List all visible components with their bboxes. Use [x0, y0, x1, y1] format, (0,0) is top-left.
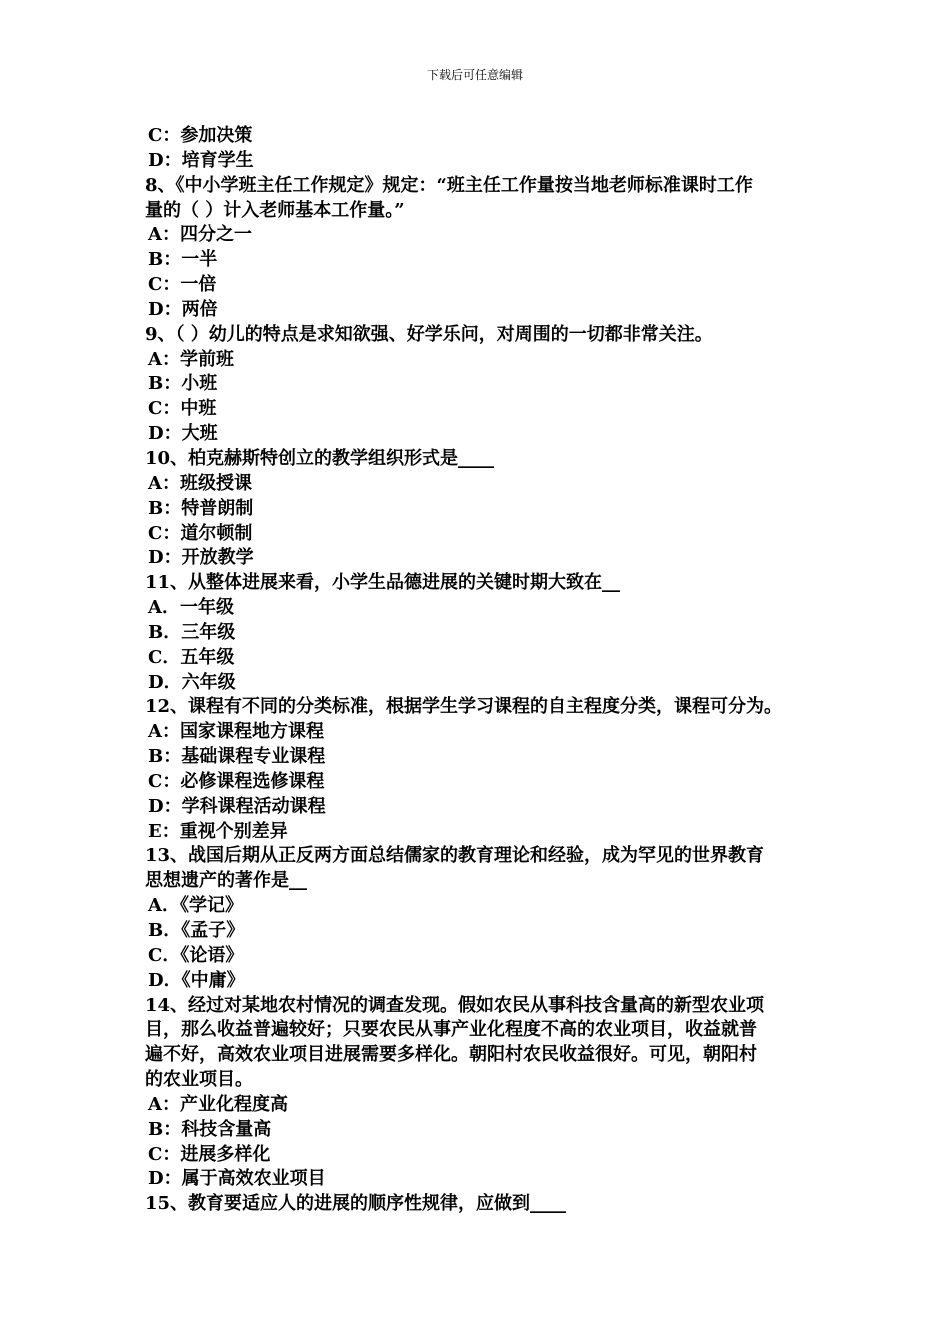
answer-option: E：重视个别差异	[148, 820, 288, 842]
question-text: 14、经过对某地农村情况的调查发现。假如农民从事科技含量高的新型农业项	[145, 994, 765, 1016]
question-text: 遍不好，高效农业项目进展需要多样化。朝阳村农民收益很好。可见，朝阳村	[145, 1044, 757, 1066]
answer-option: B：特普朗制	[148, 497, 254, 519]
question-text: 11、从整体进展来看，小学生品德进展的关键时期大致在__	[145, 572, 621, 594]
question-text: 量的（ ）计入老师基本工作量。”	[145, 199, 405, 221]
answer-option: C：中班	[148, 398, 217, 420]
answer-option: B．三年级	[148, 621, 236, 643]
answer-option: A：四分之一	[148, 224, 252, 246]
answer-option: C：一倍	[148, 274, 217, 296]
question-text: 思想遗产的著作是__	[145, 870, 307, 892]
answer-option: A：产业化程度高	[148, 1093, 288, 1115]
answer-option: C：必修课程选修课程	[148, 770, 325, 792]
answer-option: C：参加决策	[148, 125, 253, 146]
answer-option: A：班级授课	[148, 472, 252, 494]
answer-option: B：基础课程专业课程	[148, 746, 326, 768]
question-text: 10、柏克赫斯特创立的教学组织形式是____	[145, 447, 495, 469]
question-text: 8、《中小学班主任工作规定》规定：“班主任工作量按当地老师标准课时工作	[145, 174, 753, 196]
question-text: 13、战国后期从正反两方面总结儒家的教育理论和经验，成为罕见的世界教育	[145, 845, 765, 867]
answer-option: D：属于高效农业项目	[148, 1168, 326, 1190]
answer-option: D：大班	[148, 423, 218, 445]
answer-option: C．五年级	[148, 646, 235, 668]
answer-option: D：开放教学	[148, 547, 254, 569]
answer-option: D．六年级	[148, 671, 236, 693]
answer-option: C：进展多样化	[148, 1143, 271, 1165]
answer-option: A．一年级	[148, 597, 234, 619]
answer-option: C：道尔顿制	[148, 522, 253, 544]
answer-option: A．《学记》	[148, 895, 243, 917]
document-body	[145, 124, 810, 1217]
question-text: 12、课程有不同的分类标准，根据学生学习课程的自主程度分类，课程可分为。	[145, 696, 783, 718]
answer-option: A：国家课程地方课程	[148, 721, 324, 743]
answer-option: B．《孟子》	[148, 920, 245, 941]
answer-option: D．《中庸》	[148, 969, 245, 991]
answer-option: B：一半	[148, 249, 218, 271]
answer-option: A：学前班	[148, 348, 234, 370]
question-text: 9、（ ）幼儿的特点是求知欲强、好学乐问，对周围的一切都非常关注。	[145, 323, 713, 345]
answer-option: D：培育学生	[148, 149, 254, 171]
answer-option: D：两倍	[148, 298, 218, 320]
question-text: 目，那么收益普遍较好；只要农民从事产业化程度不高的农业项目，收益就普	[145, 1019, 757, 1041]
question-text: 15、教育要适应人的进展的顺序性规律，应做到____	[145, 1193, 567, 1215]
answer-option: B：科技含量高	[148, 1118, 272, 1140]
answer-option: D：学科课程活动课程	[148, 795, 326, 817]
answer-option: C．《论语》	[148, 944, 244, 966]
question-text: 的农业项目。	[145, 1069, 253, 1091]
answer-option: B：小班	[148, 373, 218, 395]
page-header: 下载后可任意编辑	[426, 68, 523, 82]
